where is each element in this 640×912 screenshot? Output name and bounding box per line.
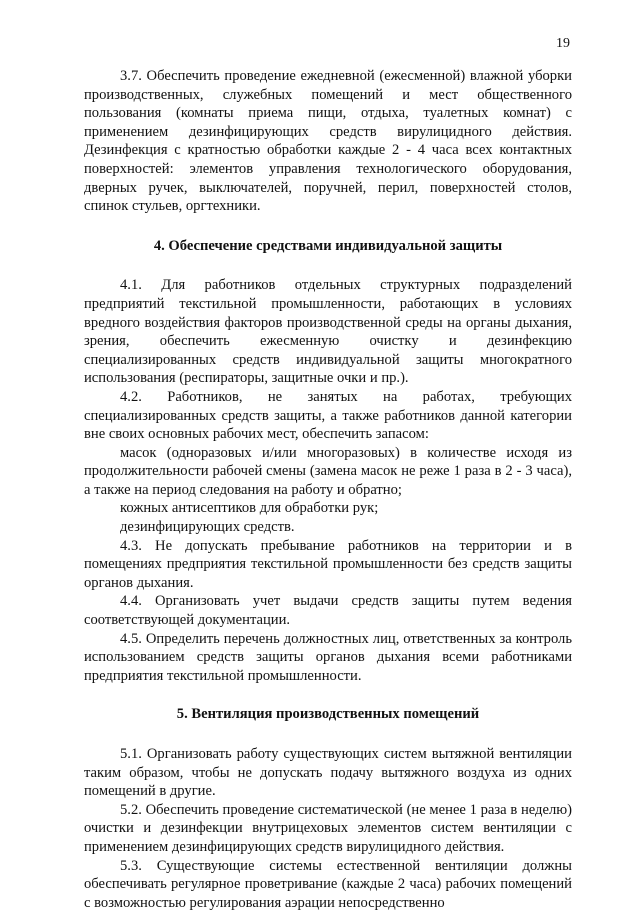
list-item-antiseptics: кожных антисептиков для обработки рук;: [120, 500, 379, 517]
list-item-disinfectants: дезинфицирующих средств.: [120, 519, 295, 536]
paragraph-4-1: 4.1. Для работников отдельных структурных подразделений предприятий текстильной промышленности, работающих в условиях вредного воздействия факторов производственной среды на органы дыхания, зрения, обеспечить ежесменную очистку и дезинфекцию специализированных средств индивидуальной защиты многократного использования (респираторы, защитные очки и пр.).: [84, 277, 572, 387]
paragraph-5-2: 5.2. Обеспечить проведение систематической (не менее 1 раза в неделю) очистки и дезинфекции внутрицеховых элементов систем вентиляции с применением дезинфицирующих средств вирулицидного действия.: [84, 801, 572, 855]
paragraph-4-3: 4.3. Не допускать пребывание работников на территории и в помещениях предприятия текстильной промышленности без средств защиты органов дыхания.: [84, 537, 572, 591]
section-heading-5: 5. Вентиляция производственных помещений: [176, 706, 480, 723]
paragraph-4-4: 4.4. Организовать учет выдачи средств защиты путем ведения соответствующей документации.: [84, 593, 572, 629]
paragraph-3-7: 3.7. Обеспечить проведение ежедневной (ежесменной) влажной уборки производственных, служебных помещений и мест общественного пользования (комнаты приема пищи, отдыха, туалетных комнат) с применением дезинфицирующих средств вирулицидного действия. Дезинфекция с кратностью обработки каждые 2 - 4 часа всех контактных поверхностей: элементов управления технологического оборудования, дверных ручек, выключателей, поручней, перил, поверхностей столов, спинок стульев, оргтехники.: [84, 68, 572, 215]
list-item-masks: масок (одноразовых и/или многоразовых) в количестве исходя из продолжительности рабочей смены (замена масок не реже 1 раза в 2 - 3 часа), а также на период следования на работу и обратно;: [84, 444, 572, 498]
paragraph-4-5: 4.5. Определить перечень должностных лиц, ответственных за контроль использованием средств защиты органов дыхания всеми работниками предприятия текстильной промышленности.: [84, 630, 572, 684]
page-number: 19: [556, 36, 570, 51]
paragraph-5-3: 5.3. Существующие системы естественной вентиляции должны обеспечивать регулярное проветривание (каждые 2 часа) рабочих помещений с возможностью регулирования аэрации непосредственно: [84, 857, 572, 911]
document-body: [84, 67, 572, 912]
section-heading-4: 4. Обеспечение средствами индивидуальной защиты: [153, 237, 503, 254]
paragraph-4-2: 4.2. Работников, не занятых на работах, требующих специализированных средств защиты, а также работников данной категории вне своих основных рабочих мест, обеспечить запасом:: [84, 388, 572, 443]
paragraph-5-1: 5.1. Организовать работу существующих систем вытяжной вентиляции таким образом, чтобы не допускать подачу вытяжного воздуха из одних помещений в другие.: [84, 746, 572, 800]
